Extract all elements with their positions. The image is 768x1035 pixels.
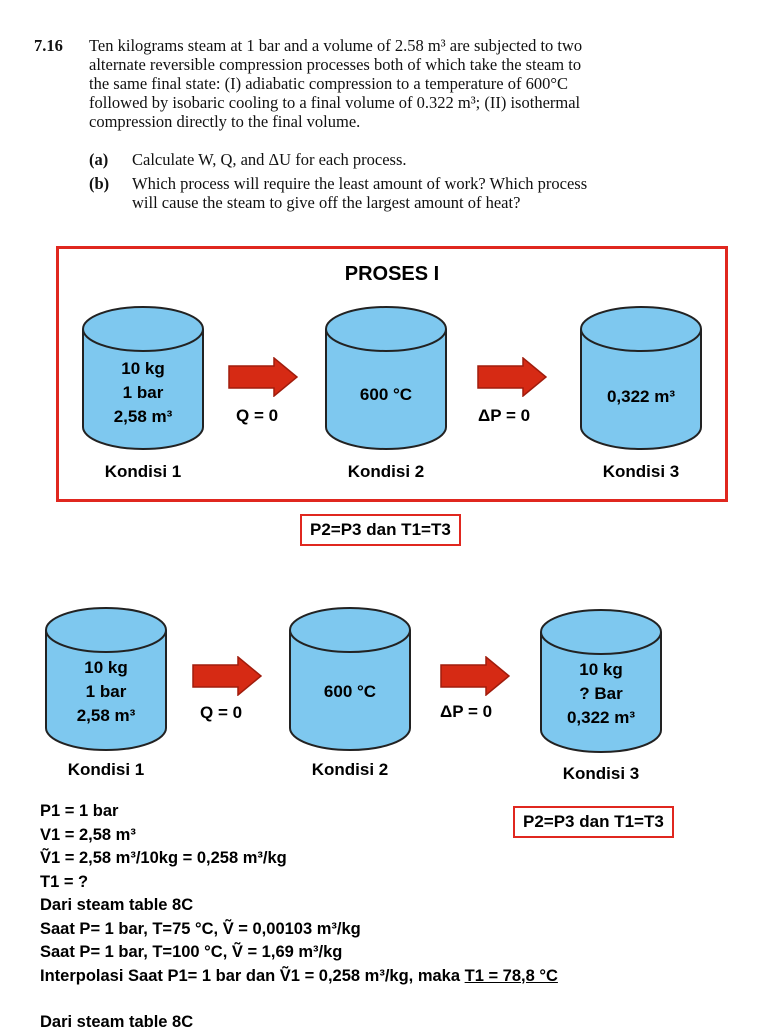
kondisi-2-label: Kondisi 2	[347, 462, 425, 481]
process-condition-label: Q = 0	[200, 703, 243, 722]
kondisi-1-label: Kondisi 1	[104, 462, 182, 481]
problem-line: alternate reversible compression processes both of which take the steam to	[89, 55, 582, 74]
calc-line	[40, 965, 740, 989]
part-line: Which process will require the least amount of work? Which process	[132, 174, 588, 193]
problem-line: the same final state: (I) adiabatic compression to a temperature of 600°C	[89, 74, 568, 93]
cylinder-kondisi-3	[540, 608, 662, 754]
pressure-value: ? Bar	[579, 684, 623, 703]
cylinder-kondisi-3	[580, 305, 702, 451]
cylinder-label	[82, 357, 204, 429]
calc-line: Saat P= 1 bar, T=100 °C, Ṽ = 1,69 m³/kg	[40, 943, 343, 961]
calc-line: Dari steam table 8C	[40, 1013, 194, 1031]
volume-value: 0,322 m³	[606, 387, 676, 406]
part-label: (b)	[89, 174, 110, 193]
problem-line: compression directly to the final volume.	[89, 112, 361, 131]
pressure-value: 1 bar	[122, 383, 164, 402]
calc-line: T1 = ?	[40, 872, 89, 891]
calculation-block	[40, 800, 740, 1035]
problem-line: Ten kilograms steam at 1 bar and a volume of 2.58 m³ are subjected to two	[89, 36, 583, 55]
cylinder-label	[540, 658, 662, 730]
process-condition-label: Q = 0	[236, 406, 279, 425]
calc-line: Saat P= 1 bar, T=75 °C, Ṽ = 0,00103 m³/kg	[40, 919, 361, 938]
kondisi-1-label: Kondisi 1	[67, 760, 145, 779]
condition-note: P2=P3 dan T1=T3	[300, 514, 461, 546]
part-text: Calculate W, Q, and ΔU for each process.	[132, 150, 407, 169]
pressure-value: 1 bar	[85, 682, 127, 701]
kondisi-3-label: Kondisi 3	[562, 764, 640, 783]
mass-value: 10 kg	[84, 658, 128, 677]
problem-body	[89, 36, 719, 131]
spacer	[40, 988, 740, 1011]
cylinder-kondisi-2	[289, 606, 411, 752]
calc-result: T1 = 78,8 °C	[464, 966, 558, 985]
part-label: (a)	[89, 150, 109, 169]
cylinder-kondisi-1	[45, 606, 167, 752]
part-text	[132, 174, 722, 212]
arrow-right-icon	[192, 656, 262, 696]
mass-value: 10 kg	[579, 660, 623, 679]
calc-line: V1 = 2,58 m³	[40, 825, 136, 844]
cylinder-label	[45, 656, 167, 728]
volume-value: 0,322 m³	[566, 708, 636, 727]
arrow-right-icon	[440, 656, 510, 696]
cylinder-label	[580, 385, 702, 409]
calc-line: Dari steam table 8C	[40, 896, 194, 914]
process-condition-label: ΔP = 0	[478, 406, 531, 425]
volume-value: 2,58 m³	[113, 407, 173, 426]
mass-value: 10 kg	[121, 359, 165, 378]
cylinder-kondisi-1	[82, 305, 204, 451]
proses-1-title: PROSES I	[344, 263, 440, 285]
calc-line: P1 = 1 bar	[40, 802, 119, 820]
arrow-right-icon	[228, 357, 298, 397]
process-condition-label: ΔP = 0	[440, 702, 493, 721]
cylinder-label	[325, 383, 447, 407]
problem-line: followed by isobaric cooling to a final volume of 0.322 m³; (II) isothermal	[89, 93, 581, 112]
kondisi-3-label: Kondisi 3	[602, 462, 680, 481]
temperature-value: 600 °C	[323, 682, 377, 701]
cylinder-label	[289, 680, 411, 704]
cylinder-kondisi-2	[325, 305, 447, 451]
temperature-value: 600 °C	[359, 385, 413, 404]
volume-value: 2,58 m³	[76, 706, 136, 725]
calc-text: Interpolasi Saat P1= 1 bar dan Ṽ1 = 0,258 m³/kg, maka	[40, 966, 465, 985]
calc-line: Ṽ1 = 2,58 m³/10kg = 0,258 m³/kg	[40, 849, 287, 867]
part-line: will cause the steam to give off the largest amount of heat?	[132, 193, 521, 212]
problem-number: 7.16	[34, 36, 63, 55]
kondisi-2-label: Kondisi 2	[311, 760, 389, 779]
arrow-right-icon	[477, 357, 547, 397]
condition-note: P2=P3 dan T1=T3	[513, 806, 674, 838]
